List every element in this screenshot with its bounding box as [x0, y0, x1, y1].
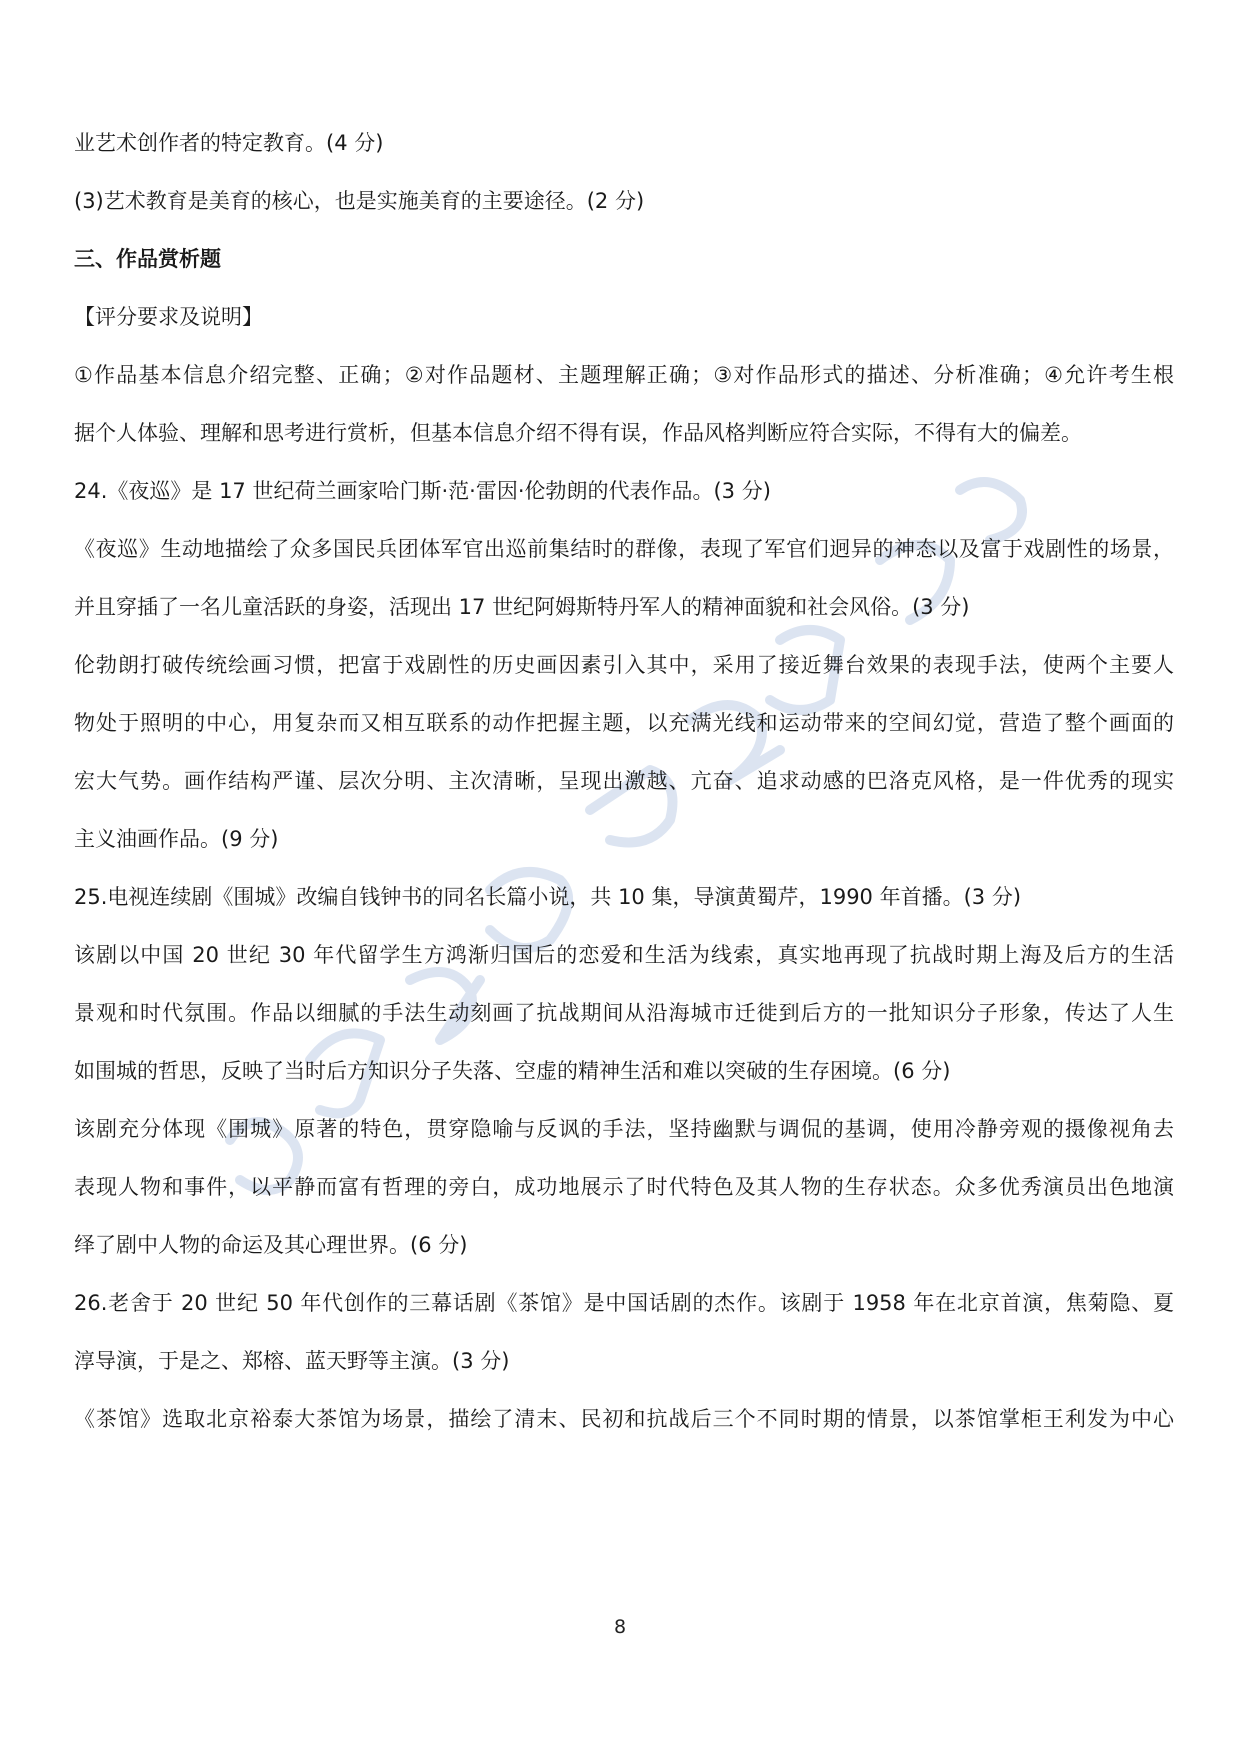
text-line: 宏大气势。画作结构严谨、层次分明、主次清晰，呈现出激越、亢奋、追求动感的巴洛克风格，是一件优秀的现实	[74, 769, 1174, 793]
text-line: 景观和时代氛围。作品以细腻的手法生动刻画了抗战期间从沿海城市迁徙到后方的一批知识分子形象，传达了人生	[74, 1001, 1174, 1025]
text-line: 《夜巡》生动地描绘了众多国民兵团体军官出巡前集结时的群像，表现了军官们迥异的神态以及富于戏剧性的场景，	[74, 537, 1174, 561]
text-line: 25.电视连续剧《围城》改编自钱钟书的同名长篇小说，共 10 集，导演黄蜀芹，1990 年首播。(3 分)	[74, 885, 1022, 909]
text-line: 淳导演，于是之、郑榕、蓝天野等主演。(3 分)	[74, 1349, 510, 1373]
page-number: 8	[613, 1616, 627, 1638]
text-line: 伦勃朗打破传统绘画习惯，把富于戏剧性的历史画因素引入其中，采用了接近舞台效果的表现手法，使两个主要人	[74, 653, 1174, 677]
text-line: 《茶馆》选取北京裕泰大茶馆为场景，描绘了清末、民初和抗战后三个不同时期的情景，以茶馆掌柜王利发为中心	[74, 1407, 1174, 1431]
text-line: (3)艺术教育是美育的核心，也是实施美育的主要途径。(2 分)	[74, 189, 645, 213]
text-line: ①作品基本信息介绍完整、正确；②对作品题材、主题理解正确；③对作品形式的描述、分析准确；④允许考生根	[74, 363, 1174, 387]
text-line: 主义油画作品。(9 分)	[74, 827, 279, 851]
text-line: 表现人物和事件，以平静而富有哲理的旁白，成功地展示了时代特色及其人物的生存状态。众多优秀演员出色地演	[74, 1175, 1174, 1199]
text-line: 【评分要求及说明】	[74, 305, 263, 329]
text-line: 绎了剧中人物的命运及其心理世界。(6 分)	[74, 1233, 468, 1257]
text-line: 如围城的哲思，反映了当时后方知识分子失落、空虚的精神生活和难以突破的生存困境。(6 分)	[74, 1059, 951, 1083]
section-heading: 三、作品赏析题	[74, 247, 221, 271]
text-line: 该剧以中国 20 世纪 30 年代留学生方鸿渐归国后的恋爱和生活为线索，真实地再现了抗战时期上海及后方的生活	[74, 943, 1174, 967]
text-line: 26.老舍于 20 世纪 50 年代创作的三幕话剧《茶馆》是中国话剧的杰作。该剧于 1958 年在北京首演，焦菊隐、夏	[74, 1291, 1174, 1315]
text-line: 24.《夜巡》是 17 世纪荷兰画家哈门斯·范·雷因·伦勃朗的代表作品。(3 分)	[74, 479, 771, 503]
text-line: 该剧充分体现《围城》原著的特色，贯穿隐喻与反讽的手法，坚持幽默与调侃的基调，使用冷静旁观的摄像视角去	[74, 1117, 1174, 1141]
text-line: 据个人体验、理解和思考进行赏析，但基本信息介绍不得有误，作品风格判断应符合实际，不得有大的偏差。	[74, 421, 1082, 445]
text-line: 物处于照明的中心，用复杂而又相互联系的动作把握主题，以充满光线和运动带来的空间幻觉，营造了整个画面的	[74, 711, 1174, 735]
text-line: 业艺术创作者的特定教育。(4 分)	[74, 131, 384, 155]
text-line: 并且穿插了一名儿童活跃的身姿，活现出 17 世纪阿姆斯特丹军人的精神面貌和社会风俗。(3 分)	[74, 595, 970, 619]
